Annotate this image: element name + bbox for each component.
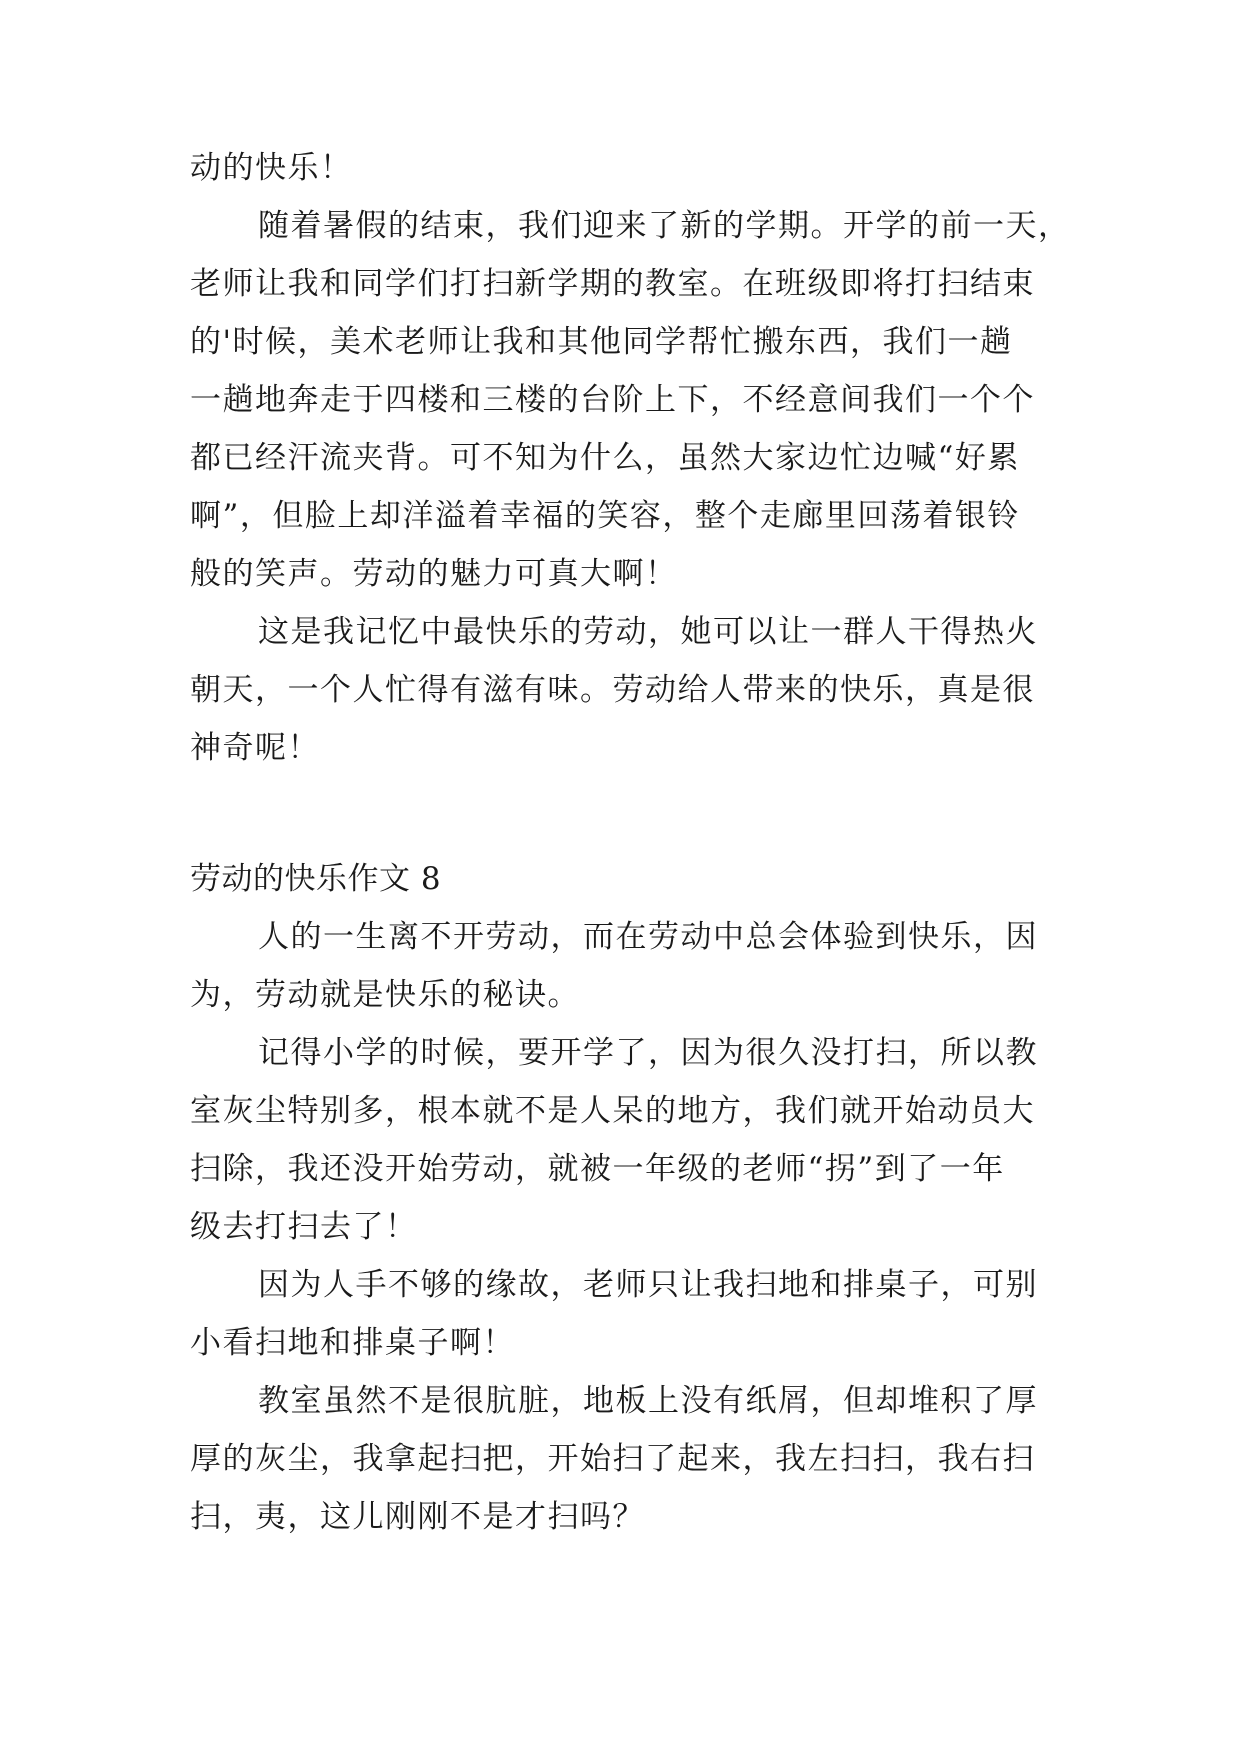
paragraph-line: 朝天，一个人忙得有滋有味。劳动给人带来的快乐，真是很	[190, 672, 1035, 708]
paragraph-line: 室灰尘特别多，根本就不是人呆的地方，我们就开始动员大	[190, 1093, 1035, 1129]
paragraph-line: 一趟地奔走于四楼和三楼的台阶上下，不经意间我们一个个	[190, 382, 1035, 418]
paragraph-line: 因为人手不够的缘故，老师只让我扫地和排桌子，可别	[258, 1267, 1038, 1303]
paragraph-line: 随着暑假的结束，我们迎来了新的学期。开学的前一天，	[258, 208, 1071, 244]
paragraph-line: 教室虽然不是很肮脏，地板上没有纸屑，但却堆积了厚	[258, 1383, 1038, 1419]
paragraph-line: 厚的灰尘，我拿起扫把，开始扫了起来，我左扫扫，我右扫	[190, 1441, 1035, 1477]
paragraph-line: 人的一生离不开劳动，而在劳动中总会体验到快乐，因	[258, 919, 1038, 955]
paragraph-line: 扫除，我还没开始劳动，就被一年级的老师“拐”到了一年	[190, 1151, 1005, 1187]
paragraph-line: 小看扫地和排桌子啊！	[190, 1325, 515, 1361]
paragraph-line: 啊”，但脸上却洋溢着幸福的笑容，整个走廊里回荡着银铃	[190, 498, 1020, 534]
section-heading: 劳动的快乐作文 8	[190, 861, 442, 897]
paragraph-line: 这是我记忆中最快乐的劳动，她可以让一群人干得热火	[258, 614, 1038, 650]
paragraph-line: 级去打扫去了！	[190, 1209, 418, 1245]
paragraph-line: 都已经汗流夹背。可不知为什么，虽然大家边忙边喊“好累	[190, 440, 1020, 476]
paragraph-line: 记得小学的时候，要开学了，因为很久没打扫，所以教	[258, 1035, 1038, 1071]
paragraph-line: 的'时候，美术老师让我和其他同学帮忙搬东西，我们一趟	[190, 324, 1013, 360]
paragraph-line: 老师让我和同学们打扫新学期的教室。在班级即将打扫结束	[190, 266, 1035, 302]
paragraph-line: 般的笑声。劳动的魅力可真大啊！	[190, 556, 678, 592]
paragraph-continuation-line: 动的快乐！	[190, 150, 353, 186]
paragraph-line: 神奇呢！	[190, 730, 320, 766]
paragraph-line: 为，劳动就是快乐的秘诀。	[190, 977, 580, 1013]
paragraph-line: 扫，夷，这儿刚刚不是才扫吗？	[190, 1499, 645, 1535]
